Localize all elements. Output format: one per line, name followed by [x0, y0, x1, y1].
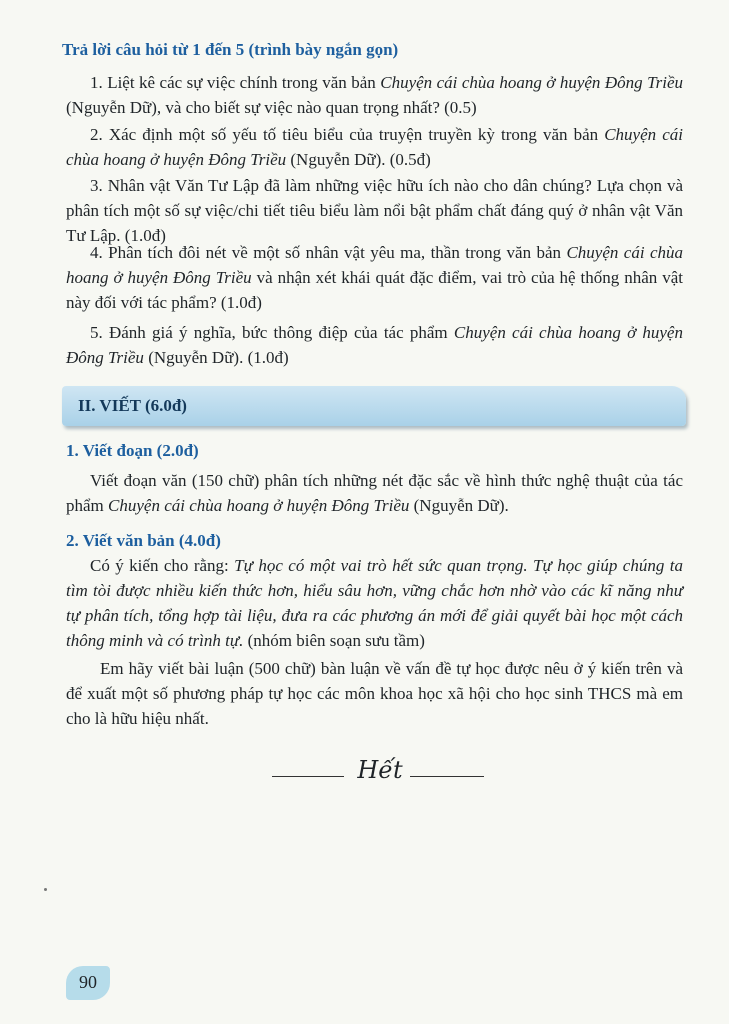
quote-text: Tự học có một vai trò hết sức quan trọng. Tự học giúp chúng ta tìm tòi được nhiều kiến thức hơn, hiểu sâu hơn, vững chắc hơn nhờ vào các kĩ năng như tự phân tích, tổng hợp tài liệu, đưa ra các phương án mới để giải quyết bài học một cách thông minh và có trình tự.	[66, 556, 683, 650]
question-3: 3. Nhân vật Văn Tư Lập đã làm những việc hữu ích nào cho dân chúng? Lựa chọn và phân tích một số sự việc/chi tiết tiêu biểu làm nổi bật phẩm chất đáng quý ở nhân vật Văn Tư Lập. (1.0đ)	[66, 176, 683, 245]
write-paragraph-task: Viết đoạn văn (150 chữ) phân tích những nét đặc sắc về hình thức nghệ thuật của tác phẩm Chuyện cái chùa hoang ở huyện Đông Triều (Nguyễn Dữ).	[66, 471, 683, 515]
page-number: 90	[79, 972, 97, 992]
question-5: 5. Đánh giá ý nghĩa, bức thông điệp của tác phẩm Chuyện cái chùa hoang ở huyện Đông Triều (Nguyễn Dữ). (1.0đ)	[66, 323, 683, 367]
essay-task: Em hãy viết bài luận (500 chữ) bàn luận về vấn đề tự học được nêu ở ý kiến trên và để xuất một số phương pháp tự học các môn khoa học xã hội cho học sinh THCS mà em cho là hữu hiệu nhất.	[66, 659, 683, 728]
work-title: Chuyện cái chùa hoang ở huyện Đông Triều	[66, 323, 683, 367]
work-title: Chuyện cái chùa hoang ở huyện Đông Triều	[66, 125, 684, 169]
work-title: Chuyện cái chùa hoang ở huyện Đông Triều	[108, 496, 410, 515]
end-line-right	[410, 776, 484, 777]
page-number-badge	[66, 966, 110, 1000]
write-essay-heading: 2. Viết văn bản (4.0đ)	[66, 531, 221, 550]
question-2: 2. Xác định một số yếu tố tiêu biểu của truyện truyền kỳ trong văn bản Chuyện cái chùa hoang ở huyện Đông Triều (Nguyễn Dữ). (0.5đ)	[66, 125, 684, 169]
stray-dot	[44, 888, 47, 891]
work-title: Chuyện cái chùa hoang ở huyện Đông Triều	[66, 243, 683, 287]
question-1: 1. Liệt kê các sự việc chính trong văn bản Chuyện cái chùa hoang ở huyện Đông Triều (Nguyễn Dữ), và cho biết sự việc nào quan trọng nhất? (0.5)	[66, 73, 683, 117]
end-line-left	[272, 776, 344, 777]
work-title: Chuyện cái chùa hoang ở huyện Đông Triều	[380, 73, 683, 92]
essay-quote-paragraph: Có ý kiến cho rằng: Tự học có một vai trò hết sức quan trọng. Tự học giúp chúng ta tìm tòi được nhiều kiến thức hơn, hiểu sâu hơn, vững chắc hơn nhờ vào các kĩ năng như tự phân tích, tổng hợp tài liệu, đưa ra các phương án mới để giải quyết bài học một cách thông minh và có trình tự. (nhóm biên soạn sưu tầm)	[66, 556, 683, 650]
write-paragraph-heading: 1. Viết đoạn (2.0đ)	[66, 441, 199, 460]
end-word: Hết	[357, 756, 403, 784]
section-banner	[62, 386, 686, 426]
question-4: 4. Phân tích đôi nét về một số nhân vật yêu ma, thần trong văn bản Chuyện cái chùa hoang ở huyện Đông Triều và nhận xét khái quát đặc điểm, vai trò của hệ thống nhân vật này đối với tác phẩm? (1.0đ)	[66, 243, 683, 312]
part-heading: Trả lời câu hỏi từ 1 đến 5 (trình bày ngắn gọn)	[62, 40, 399, 59]
section-title: II. VIẾT (6.0đ)	[78, 396, 187, 415]
end-mark	[272, 756, 484, 786]
